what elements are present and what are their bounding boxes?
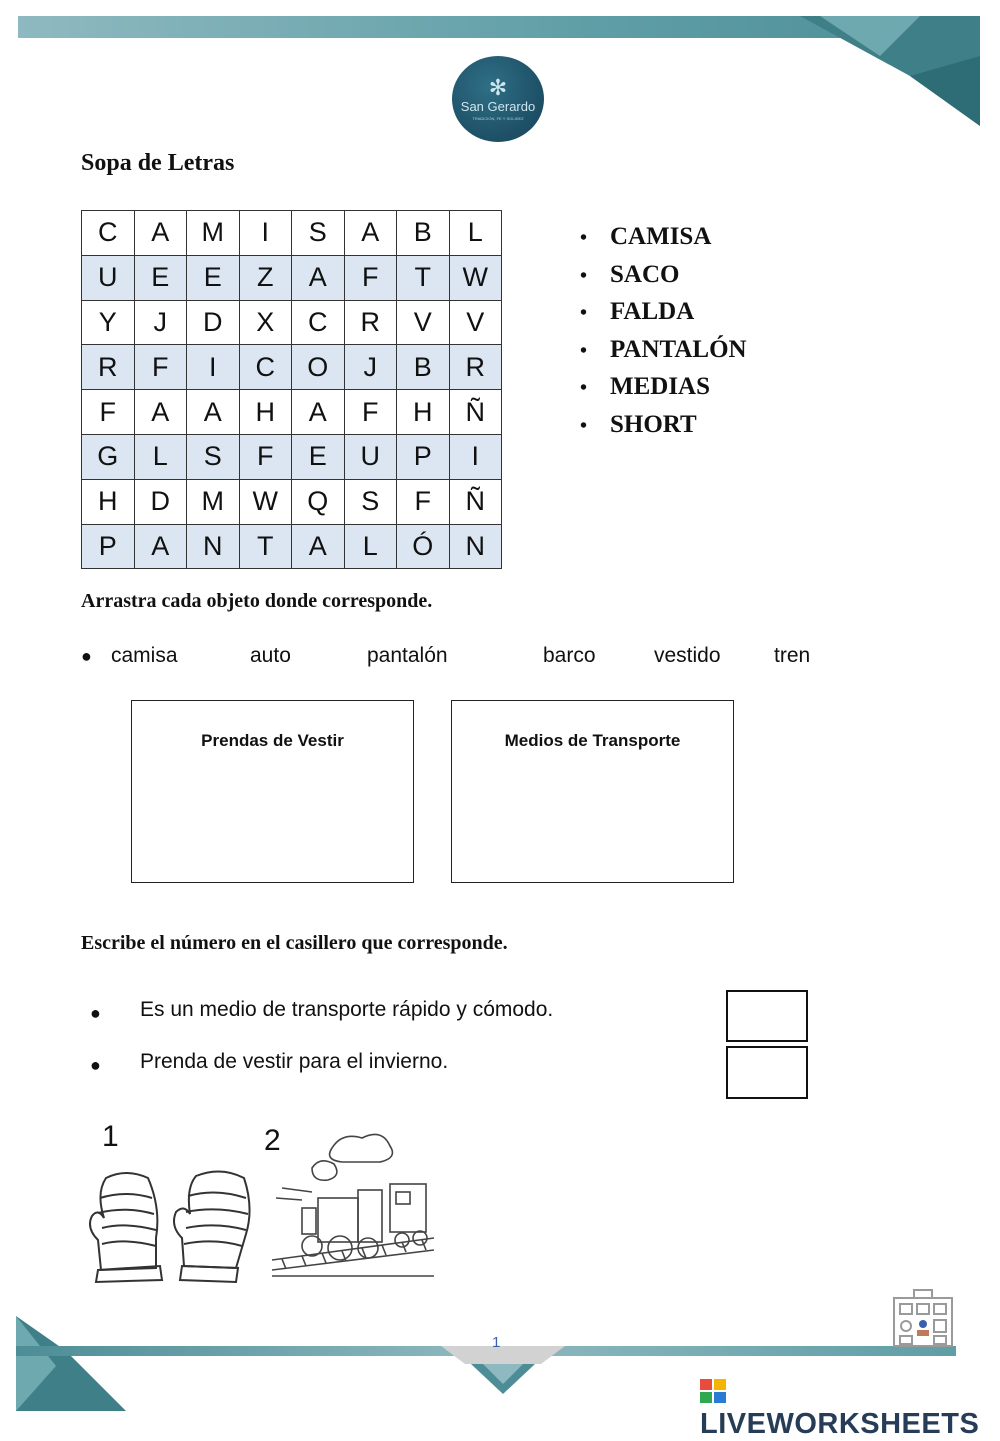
grid-cell[interactable]: A [134, 390, 187, 435]
dropzone-transporte[interactable] [451, 700, 734, 883]
statement-2: Prenda de vestir para el invierno. [140, 1050, 449, 1073]
drag-item-vestido[interactable]: vestido [654, 644, 721, 667]
grid-cell[interactable]: F [344, 255, 397, 300]
grid-cell[interactable]: E [292, 434, 345, 479]
page-number: 1 [492, 1334, 501, 1351]
grid-cell[interactable]: M [187, 479, 240, 524]
grid-cell[interactable]: C [239, 345, 292, 390]
answer-box-1[interactable] [726, 990, 808, 1042]
grid-row [82, 345, 502, 390]
grid-cell[interactable]: E [187, 255, 240, 300]
grid-row [82, 434, 502, 479]
grid-cell[interactable]: F [239, 434, 292, 479]
grid-cell[interactable]: Z [239, 255, 292, 300]
word-item: • SHORT [580, 410, 747, 448]
drag-items [0, 644, 1000, 674]
grid-cell[interactable]: L [344, 524, 397, 569]
grid-cell[interactable]: I [449, 434, 502, 479]
asterisk-icon: ✻ [488, 75, 508, 100]
dropzone-label: Prendas de Vestir [201, 731, 344, 750]
grid-cell[interactable]: S [187, 434, 240, 479]
grid-cell[interactable]: A [134, 524, 187, 569]
grid-cell[interactable]: A [292, 390, 345, 435]
grid-cell[interactable]: N [187, 524, 240, 569]
grid-cell[interactable]: H [82, 479, 135, 524]
grid-cell[interactable]: F [134, 345, 187, 390]
dropzone-label: Medios de Transporte [504, 731, 681, 750]
write-instruction: Escribe el número en el casillero que corresponde. [81, 932, 508, 954]
grid-row [82, 390, 502, 435]
grid-cell[interactable]: R [449, 345, 502, 390]
grid-cell[interactable]: Q [292, 479, 345, 524]
word-item: • SACO [580, 260, 747, 298]
word-list [580, 222, 747, 448]
grid-cell[interactable]: F [397, 479, 450, 524]
grid-cell[interactable]: A [134, 211, 187, 256]
school-logo [452, 56, 544, 142]
school-building-icon [890, 1284, 956, 1350]
grid-cell[interactable]: J [134, 300, 187, 345]
answer-box-2[interactable] [726, 1046, 808, 1099]
grid-cell[interactable]: B [397, 211, 450, 256]
grid-cell[interactable]: A [292, 255, 345, 300]
drag-item-pantalon[interactable]: pantalón [367, 644, 448, 667]
grid-cell[interactable]: Ó [397, 524, 450, 569]
word-item: • MEDIAS [580, 372, 747, 410]
corner-decoration-bottom [16, 1316, 126, 1411]
grid-row [82, 524, 502, 569]
grid-row [82, 255, 502, 300]
drag-item-auto[interactable]: auto [250, 644, 291, 667]
page-tab [441, 1346, 565, 1396]
word-item: • PANTALÓN [580, 335, 747, 373]
grid-cell[interactable]: C [82, 211, 135, 256]
dropzone-prendas[interactable] [131, 700, 414, 883]
grid-cell[interactable]: S [292, 211, 345, 256]
word-search-grid [81, 210, 502, 569]
bullet-icon: ● [90, 1003, 101, 1023]
grid-cell[interactable]: Ñ [449, 390, 502, 435]
grid-cell[interactable]: N [449, 524, 502, 569]
grid-cell[interactable]: W [239, 479, 292, 524]
grid-cell[interactable]: J [344, 345, 397, 390]
page-title: Sopa de Letras [81, 150, 235, 176]
logo-name: San Gerardo [460, 99, 536, 114]
brand-name: LIVEWORKSHEETS [700, 1408, 980, 1440]
grid-cell[interactable]: X [239, 300, 292, 345]
grid-cell[interactable]: R [82, 345, 135, 390]
image-number-1: 1 [102, 1120, 119, 1153]
grid-cell[interactable]: P [82, 524, 135, 569]
drag-instruction: Arrastra cada objeto donde corresponde. [81, 590, 433, 612]
liveworksheets-logo-icon [700, 1379, 726, 1403]
grid-cell[interactable]: E [134, 255, 187, 300]
grid-cell[interactable]: T [239, 524, 292, 569]
grid-cell[interactable]: R [344, 300, 397, 345]
grid-row [82, 211, 502, 256]
grid-row [82, 300, 502, 345]
corner-decoration [760, 16, 980, 126]
grid-cell[interactable]: T [397, 255, 450, 300]
grid-cell[interactable]: W [449, 255, 502, 300]
grid-cell[interactable]: H [239, 390, 292, 435]
grid-cell[interactable]: L [134, 434, 187, 479]
word-item: • FALDA [580, 297, 747, 335]
grid-cell[interactable]: H [397, 390, 450, 435]
grid-cell[interactable]: C [292, 300, 345, 345]
drag-item-camisa[interactable]: camisa [111, 644, 178, 667]
mittens-icon [86, 1168, 258, 1284]
grid-cell[interactable]: O [292, 345, 345, 390]
grid-cell[interactable]: L [449, 211, 502, 256]
grid-cell[interactable]: F [344, 390, 397, 435]
train-icon [272, 1128, 434, 1278]
grid-row [82, 479, 502, 524]
grid-cell[interactable]: F [82, 390, 135, 435]
statement-1: Es un medio de transporte rápido y cómodo. [140, 998, 554, 1021]
grid-cell[interactable]: V [397, 300, 450, 345]
bullet-icon: ● [90, 1055, 101, 1075]
grid-cell[interactable]: I [187, 345, 240, 390]
grid-cell[interactable]: M [187, 211, 240, 256]
grid-cell[interactable]: U [82, 255, 135, 300]
grid-cell[interactable]: V [449, 300, 502, 345]
grid-cell[interactable]: I [239, 211, 292, 256]
grid-cell[interactable]: P [397, 434, 450, 479]
grid-cell[interactable]: A [344, 211, 397, 256]
word-item: • CAMISA [580, 222, 747, 260]
grid-cell[interactable]: Ñ [449, 479, 502, 524]
drag-item-barco[interactable]: barco [543, 644, 596, 667]
grid-cell[interactable]: S [344, 479, 397, 524]
image-number-2: 2 [264, 1124, 281, 1157]
grid-cell[interactable]: D [134, 479, 187, 524]
logo-tagline: TRADICION, FE Y SOLIDEZ [472, 116, 524, 121]
grid-cell[interactable]: D [187, 300, 240, 345]
grid-cell[interactable]: G [82, 434, 135, 479]
grid-cell[interactable]: B [397, 345, 450, 390]
grid-cell[interactable]: Y [82, 300, 135, 345]
brand-logo [700, 1375, 1000, 1441]
grid-cell[interactable]: A [292, 524, 345, 569]
grid-cell[interactable]: A [187, 390, 240, 435]
bullet-icon: ● [81, 646, 92, 666]
drag-item-tren[interactable]: tren [774, 644, 811, 667]
grid-cell[interactable]: U [344, 434, 397, 479]
